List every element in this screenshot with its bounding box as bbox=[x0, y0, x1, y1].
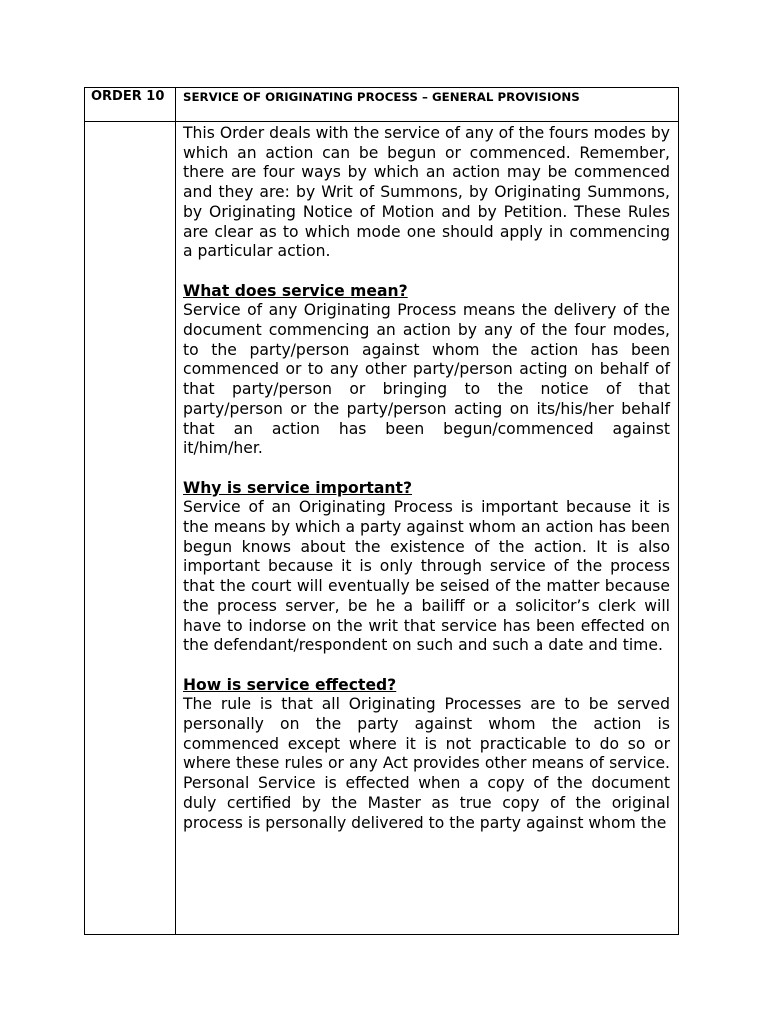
section-heading-meaning: What does service mean? bbox=[183, 281, 408, 300]
section-text-importance: Service of an Originating Process is important because it is the means by which a party against whom an action has been begun knows about the existence of the action. It is also important because it is only through service of the process that the court will eventually be seised of the matter because the process server, be he a bailiff or a solicitor’s clerk will have to indorse on the writ that service has been effected on the defendant/respondent on such and such a date and time. bbox=[183, 498, 670, 655]
body-text bbox=[176, 122, 678, 934]
order-title: SERVICE OF ORIGINATING PROCESS – GENERAL PROVISIONS bbox=[183, 90, 580, 104]
order-number: ORDER 10 bbox=[91, 89, 165, 104]
order-heading-cell bbox=[176, 88, 679, 122]
order-label-cell bbox=[85, 88, 176, 122]
paragraph-gap bbox=[183, 262, 670, 282]
table-body-row bbox=[85, 122, 679, 935]
section-text-meaning: Service of any Originating Process means the delivery of the document commencing an action by any of the four modes, to the party/person against whom the action has been commenced or to any other party/person acting on behalf of that party/person or bringing to the notice of that party/person or the party/person acting on its/his/her behalf that an action has been begun/commenced against it/him/her. bbox=[183, 301, 670, 458]
section-heading-effecting: How is service effected? bbox=[183, 675, 397, 694]
order-table bbox=[84, 87, 679, 935]
empty-left-cell bbox=[85, 122, 176, 935]
paragraph-gap bbox=[183, 459, 670, 479]
table-header-row bbox=[85, 88, 679, 122]
intro-paragraph: This Order deals with the service of any of the fours modes by which an action can be begun or commenced. Remember, there are four ways by which an action may be commenced and they are: by Writ of Summons, by Originating Summons, by Originating Notice of Motion and by Petition. These Rules are clear as to which mode one should apply in commencing a particular action. bbox=[183, 124, 670, 261]
paragraph-gap bbox=[183, 656, 670, 676]
section-text-effecting: The rule is that all Originating Processes are to be served personally on the party against whom the action is commenced except where it is not practicable to do so or where these rules or any Act provides other means of service. Personal Service is effected when a copy of the document duly certified by the Master as true copy of the original process is personally delivered to the party against whom the bbox=[183, 695, 670, 832]
body-text-cell bbox=[176, 122, 679, 935]
section-heading-importance: Why is service important? bbox=[183, 478, 412, 497]
